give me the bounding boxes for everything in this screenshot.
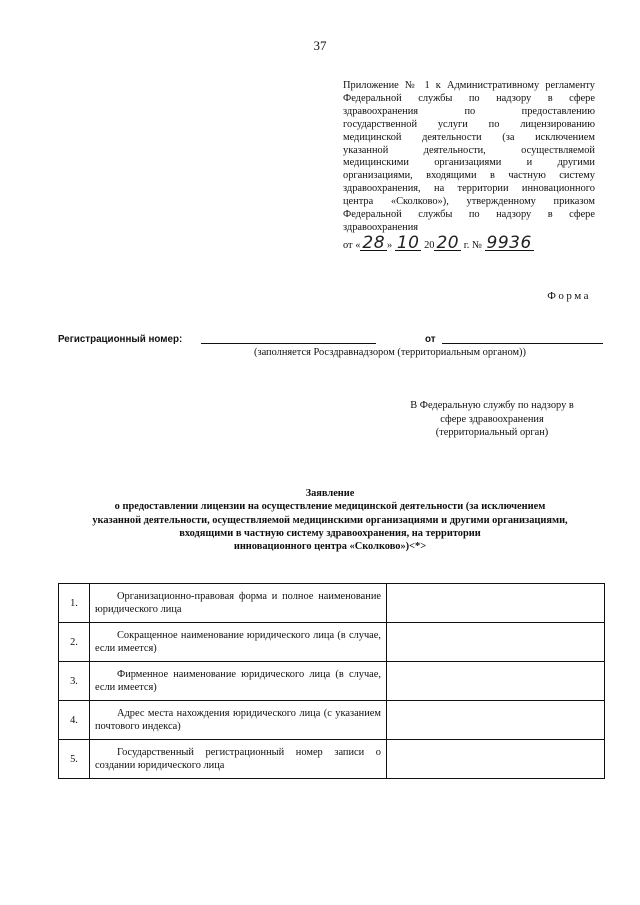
row-number: 5. xyxy=(59,740,90,779)
registration-note: (заполняется Росздравнадзором (территориальным органом)) xyxy=(254,347,526,358)
order-prefix: от « xyxy=(343,240,361,251)
appendix-line: Федеральной службы по надзору в сфере xyxy=(343,209,595,221)
order-sep: » xyxy=(387,240,395,251)
row-label xyxy=(90,623,387,662)
application-table xyxy=(58,583,605,779)
row-value-field[interactable] xyxy=(387,740,605,779)
recipient-block xyxy=(392,399,592,440)
order-year: 20 xyxy=(436,233,460,253)
registration-label: Регистрационный номер: xyxy=(58,334,183,345)
recipient-line: сфере здравоохранения xyxy=(440,413,544,425)
application-heading xyxy=(80,487,580,553)
row-label-text: Сокращенное наименование юридического лица (в случае, если имеется) xyxy=(95,629,381,654)
row-label xyxy=(90,701,387,740)
order-date-line xyxy=(343,233,534,253)
table-row xyxy=(59,662,605,701)
row-label xyxy=(90,740,387,779)
order-month: 10 xyxy=(396,233,420,253)
row-value-field[interactable] xyxy=(387,623,605,662)
row-number: 1. xyxy=(59,584,90,623)
appendix-line: здравоохранения xyxy=(343,221,419,233)
row-label xyxy=(90,662,387,701)
table-row xyxy=(59,584,605,623)
row-label-text: Адрес места нахождения юридического лица (с указанием почтового индекса) xyxy=(95,707,381,732)
row-value-field[interactable] xyxy=(387,701,605,740)
recipient-line: (территориальный орган) xyxy=(435,427,549,438)
registration-from-label: от xyxy=(425,334,436,345)
order-number: 9936 xyxy=(486,233,532,253)
appendix-line: указанной деятельности, осуществляемой xyxy=(343,144,595,156)
row-value-field[interactable] xyxy=(387,662,605,701)
order-day: 28 xyxy=(362,233,386,253)
appendix-line: организациями, входящими в частную систему xyxy=(343,170,595,182)
row-value-field[interactable] xyxy=(387,584,605,623)
heading-title: Заявление xyxy=(305,488,355,499)
order-sep: 20 xyxy=(421,240,435,251)
form-label: Форма xyxy=(547,290,591,302)
appendix-line: Приложение № 1 к Административному регламенту xyxy=(343,80,595,91)
row-label-text: Государственный регистрационный номер записи о создании юридического лица xyxy=(95,746,381,771)
heading-line: о предоставлении лицензии на осуществление медицинской деятельности (за исключением xyxy=(114,501,546,513)
appendix-line: медицинскими организациями и другими xyxy=(343,157,595,169)
order-sep: г. № xyxy=(461,240,485,251)
table-row xyxy=(59,740,605,779)
row-number: 4. xyxy=(59,701,90,740)
heading-line: входящими в частную систему здравоохранения, на территории xyxy=(179,527,481,539)
appendix-block xyxy=(343,80,595,235)
heading-line: инновационного центра «Сколково»)<*> xyxy=(233,541,427,553)
page-number: 37 xyxy=(313,38,327,53)
recipient-line: В Федеральную службу по надзору в xyxy=(410,400,574,411)
appendix-line: Федеральной службы по надзору в сфере xyxy=(343,92,595,104)
appendix-line: государственной услуги по лицензированию xyxy=(343,118,595,130)
row-number: 3. xyxy=(59,662,90,701)
row-label-text: Организационно-правовая форма и полное наименование юридического лица xyxy=(95,590,381,615)
appendix-line: медицинской деятельности (за исключением xyxy=(343,131,595,143)
appendix-line: центра «Сколково»), утвержденному приказом xyxy=(343,196,595,208)
appendix-line: здравоохранения, на территории инновационного xyxy=(343,183,595,195)
table-row xyxy=(59,701,605,740)
appendix-line: здравоохранения по предоставлению xyxy=(343,105,595,117)
heading-line: указанной деятельности, осуществляемой медицинскими организациями и другими организациями, xyxy=(92,514,568,526)
row-label xyxy=(90,584,387,623)
registration-number-field[interactable] xyxy=(201,343,376,344)
registration-date-field[interactable] xyxy=(442,343,603,344)
table-row xyxy=(59,623,605,662)
row-label-text: Фирменное наименование юридического лица (в случае, если имеется) xyxy=(95,668,381,693)
row-number: 2. xyxy=(59,623,90,662)
